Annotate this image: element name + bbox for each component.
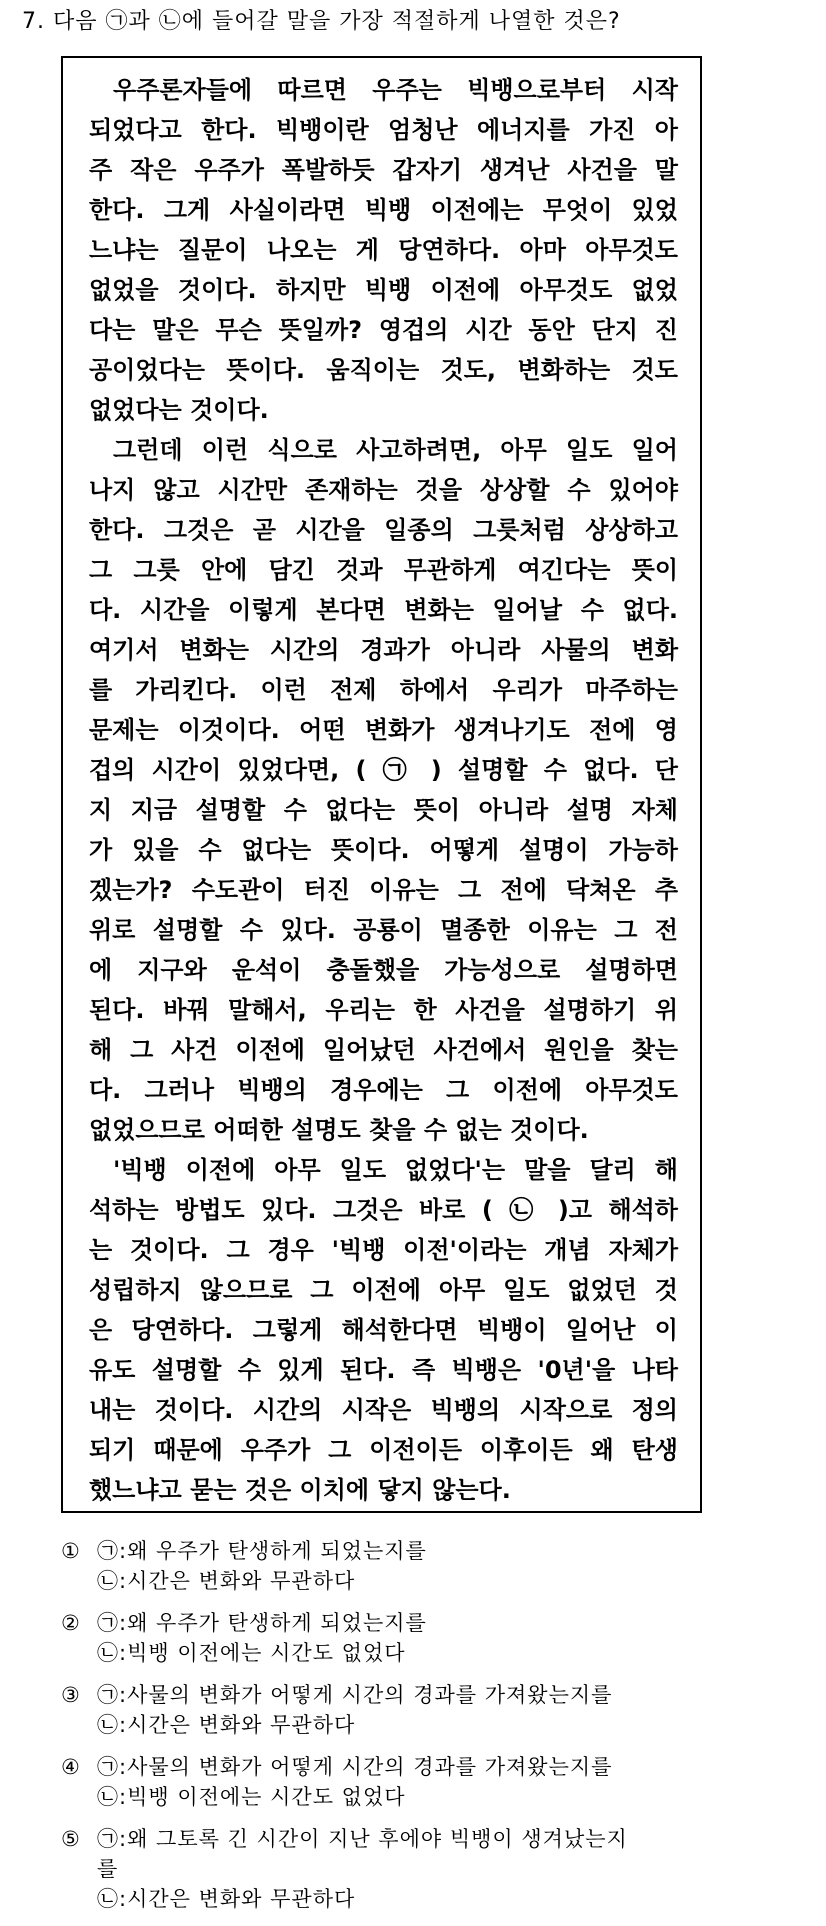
choice-1[interactable] [61,1536,628,1596]
passage-line: 지 지금 설명할 수 없다는 뜻이 아니라 설명 자체 [89,796,678,824]
passage-line: 내는 것이다. 시간의 시작은 빅뱅의 시작으로 정의 [89,1396,678,1424]
passage-line: 공이었다는 뜻이다. 움직이는 것도, 변화하는 것도 [89,356,678,384]
passage-line: 우주론자들에 따르면 우주는 빅뱅으로부터 시작 [113,76,678,104]
passage-line: 한다. 그것은 곧 시간을 일종의 그릇처럼 상상하고 [89,516,678,544]
choice-text: ㉠:사물의 변화가 어떻게 시간의 경과를 가져왔는지를 [97,1755,613,1779]
passage-line: 없었으므로 어떠한 설명도 찾을 수 없는 것이다. [89,1116,589,1144]
choice-number: ② [61,1611,80,1635]
choice-text: ㉠:왜 우주가 탄생하게 되었는지를 [97,1611,427,1635]
choice-text: ㉡:시간은 변화와 무관하다 [97,1887,356,1911]
passage-line: 겠는가? 수도관이 터진 이유는 그 전에 닥쳐온 추 [89,876,678,904]
passage-line: '빅뱅 이전에 아무 일도 없었다'는 말을 달리 해 [113,1156,678,1184]
passage-line: 되기 때문에 우주가 그 이전이든 이후이든 왜 탄생 [89,1436,678,1464]
passage-line: 여기서 변화는 시간의 경과가 아니라 사물의 변화 [89,636,678,664]
passage-line: 해 그 사건 이전에 일어났던 사건에서 원인을 찾는 [89,1036,678,1064]
passage-text [89,70,678,1510]
passage-line: 다. 시간을 이렇게 본다면 변화는 일어날 수 없다. [89,596,678,624]
passage-line: 겁의 시간이 있었다면, ( ㉠ ) 설명할 수 없다. 단 [89,756,678,784]
passage-line: 성립하지 않으므로 그 이전에 아무 일도 없었던 것 [89,1276,678,1304]
passage-line: 석하는 방법도 있다. 그것은 바로 ( ㉡ )고 해석하 [89,1196,678,1224]
choice-text: ㉠:왜 우주가 탄생하게 되었는지를 [97,1539,427,1563]
passage-line: 한다. 그게 사실이라면 빅뱅 이전에는 무엇이 있었 [89,196,678,224]
passage-line: 없었다는 것이다. [89,396,269,424]
passage-line: 다는 말은 무슨 뜻일까? 영겁의 시간 동안 단지 진 [89,316,678,344]
choice-text: ㉡:시간은 변화와 무관하다 [97,1569,356,1593]
choice-3[interactable] [61,1680,628,1740]
choice-number: ③ [61,1683,80,1707]
passage-line: 된다. 바꿔 말해서, 우리는 한 사건을 설명하기 위 [89,996,678,1024]
passage-line: 되었다고 한다. 빅뱅이란 엄청난 에너지를 가진 아 [89,116,678,144]
passage-line: 그런데 이런 식으로 사고하려면, 아무 일도 일어 [113,436,678,464]
choice-text: ㉠:왜 그토록 긴 시간이 지난 후에야 빅뱅이 생겨났는지 [97,1827,628,1851]
passage-line: 다. 그러나 빅뱅의 경우에는 그 이전에 아무것도 [89,1076,678,1104]
passage-line: 없었을 것이다. 하지만 빅뱅 이전에 아무것도 없었 [89,276,678,304]
choice-2[interactable] [61,1608,628,1668]
answer-choices [61,1536,628,1926]
question-title: 7. 다음 ㉠과 ㉡에 들어갈 말을 가장 적절하게 나열한 것은? [22,9,621,34]
choice-text: 를 [97,1857,119,1881]
passage-line: 유도 설명할 수 있게 된다. 즉 빅뱅은 '0년'을 나타 [89,1356,678,1384]
choice-4[interactable] [61,1752,628,1812]
choice-5[interactable] [61,1824,628,1914]
choice-text: ㉡:시간은 변화와 무관하다 [97,1713,356,1737]
passage-line: 는 것이다. 그 경우 '빅뱅 이전'이라는 개념 자체가 [89,1236,678,1264]
passage-line: 문제는 이것이다. 어떤 변화가 생겨나기도 전에 영 [89,716,678,744]
choice-number: ④ [61,1755,80,1779]
passage-line: 가 있을 수 없다는 뜻이다. 어떻게 설명이 가능하 [89,836,678,864]
passage-line: 주 작은 우주가 폭발하듯 갑자기 생겨난 사건을 말 [89,156,678,184]
passage-line: 그 그릇 안에 담긴 것과 무관하게 여긴다는 뜻이 [89,556,678,584]
passage-line: 느냐는 질문이 나오는 게 당연하다. 아마 아무것도 [89,236,678,264]
choice-number: ⑤ [61,1827,80,1851]
passage-line: 은 당연하다. 그렇게 해석한다면 빅뱅이 일어난 이 [89,1316,678,1344]
passage-line: 를 가리킨다. 이런 전제 하에서 우리가 마주하는 [89,676,678,704]
choice-number: ① [61,1539,80,1563]
passage-line: 에 지구와 운석이 충돌했을 가능성으로 설명하면 [89,956,678,984]
choice-text: ㉡:빅뱅 이전에는 시간도 없었다 [97,1785,406,1809]
passage-box [61,56,702,1513]
passage-line: 했느냐고 묻는 것은 이치에 닿지 않는다. [89,1476,511,1504]
choice-text: ㉡:빅뱅 이전에는 시간도 없었다 [97,1641,406,1665]
passage-line: 위로 설명할 수 있다. 공룡이 멸종한 이유는 그 전 [89,916,678,944]
choice-text: ㉠:사물의 변화가 어떻게 시간의 경과를 가져왔는지를 [97,1683,613,1707]
passage-line: 나지 않고 시간만 존재하는 것을 상상할 수 있어야 [89,476,678,504]
